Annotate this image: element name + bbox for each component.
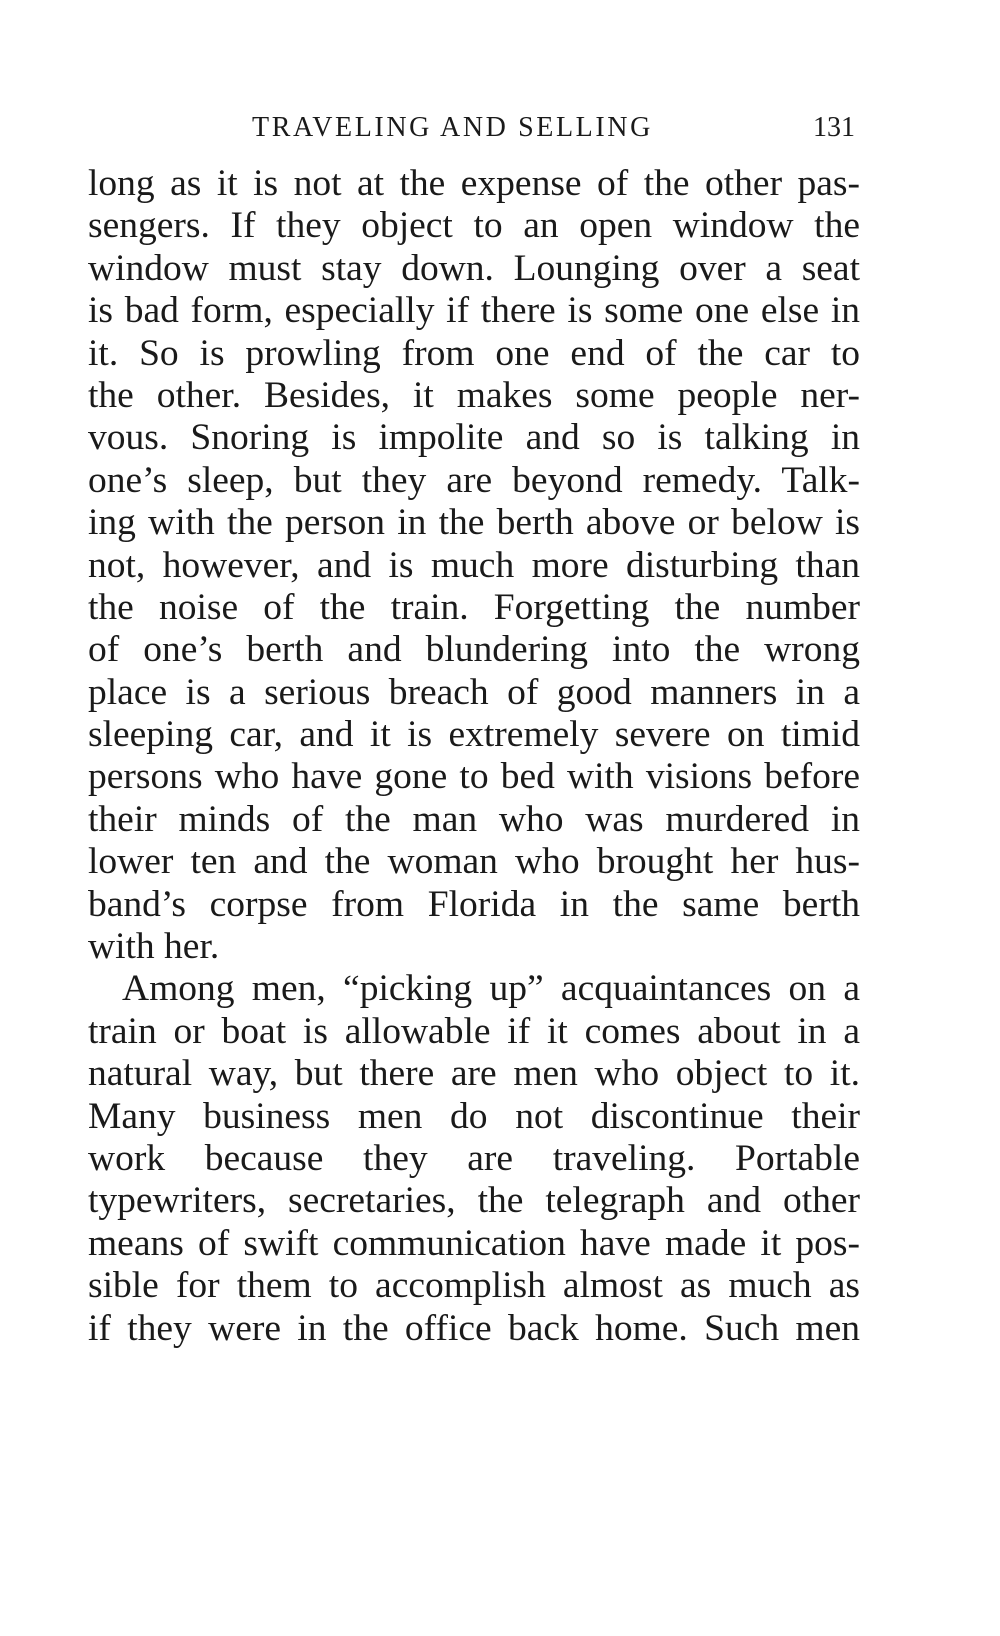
text-line: sible for them to accomplish almost as much as [88, 1265, 860, 1307]
text-line: means of swift communication have made it pos- [88, 1222, 860, 1264]
text-line: vous. Snoring is impolite and so is talking in [88, 417, 860, 459]
text-line: band’s corpse from Florida in the same berth [88, 883, 860, 925]
text-line: the other. Besides, it makes some people ner- [88, 374, 860, 416]
paragraph [88, 163, 860, 968]
text-line: persons who have gone to bed with visions before [88, 756, 860, 798]
text-line: sleeping car, and it is extremely severe on timid [88, 714, 860, 756]
text-line: Among men, “picking up” acquaintances on a [122, 968, 860, 1010]
text-line: with her. [88, 926, 220, 968]
text-line: long as it is not at the expense of the other pas- [88, 163, 860, 204]
text-line: if they were in the office back home. Such men [88, 1307, 860, 1349]
text-line: lower ten and the woman who brought her hus- [88, 841, 860, 883]
text-line: window must stay down. Lounging over a seat [88, 247, 860, 289]
text-line: of one’s berth and blundering into the wrong [88, 629, 860, 671]
text-line: natural way, but there are men who object to it. [88, 1053, 860, 1095]
text-line: their minds of the man who was murdered in [88, 798, 860, 840]
text-line: is bad form, especially if there is some one else in [88, 290, 860, 332]
page-number: 131 [813, 112, 855, 143]
text-line: Many business men do not discontinue their [88, 1095, 860, 1137]
text-line: it. So is prowling from one end of the car to [88, 332, 860, 374]
paragraph [88, 968, 860, 1350]
text-line: ing with the person in the berth above or below is [88, 502, 860, 544]
text-line: not, however, and is much more disturbing than [88, 544, 860, 586]
text-line: one’s sleep, but they are beyond remedy. Talk- [88, 459, 860, 501]
text-line: sengers. If they object to an open window the [88, 205, 860, 247]
running-head: TRAVELING AND SELLING [252, 112, 653, 143]
text-line: the noise of the train. Forgetting the number [88, 586, 860, 628]
text-line: train or boat is allowable if it comes about in a [88, 1010, 860, 1052]
text-line: typewriters, secretaries, the telegraph and other [88, 1180, 860, 1222]
body-text [88, 163, 860, 1350]
text-line: place is a serious breach of good manners in a [88, 671, 860, 713]
text-line: work because they are traveling. Portable [88, 1137, 860, 1179]
